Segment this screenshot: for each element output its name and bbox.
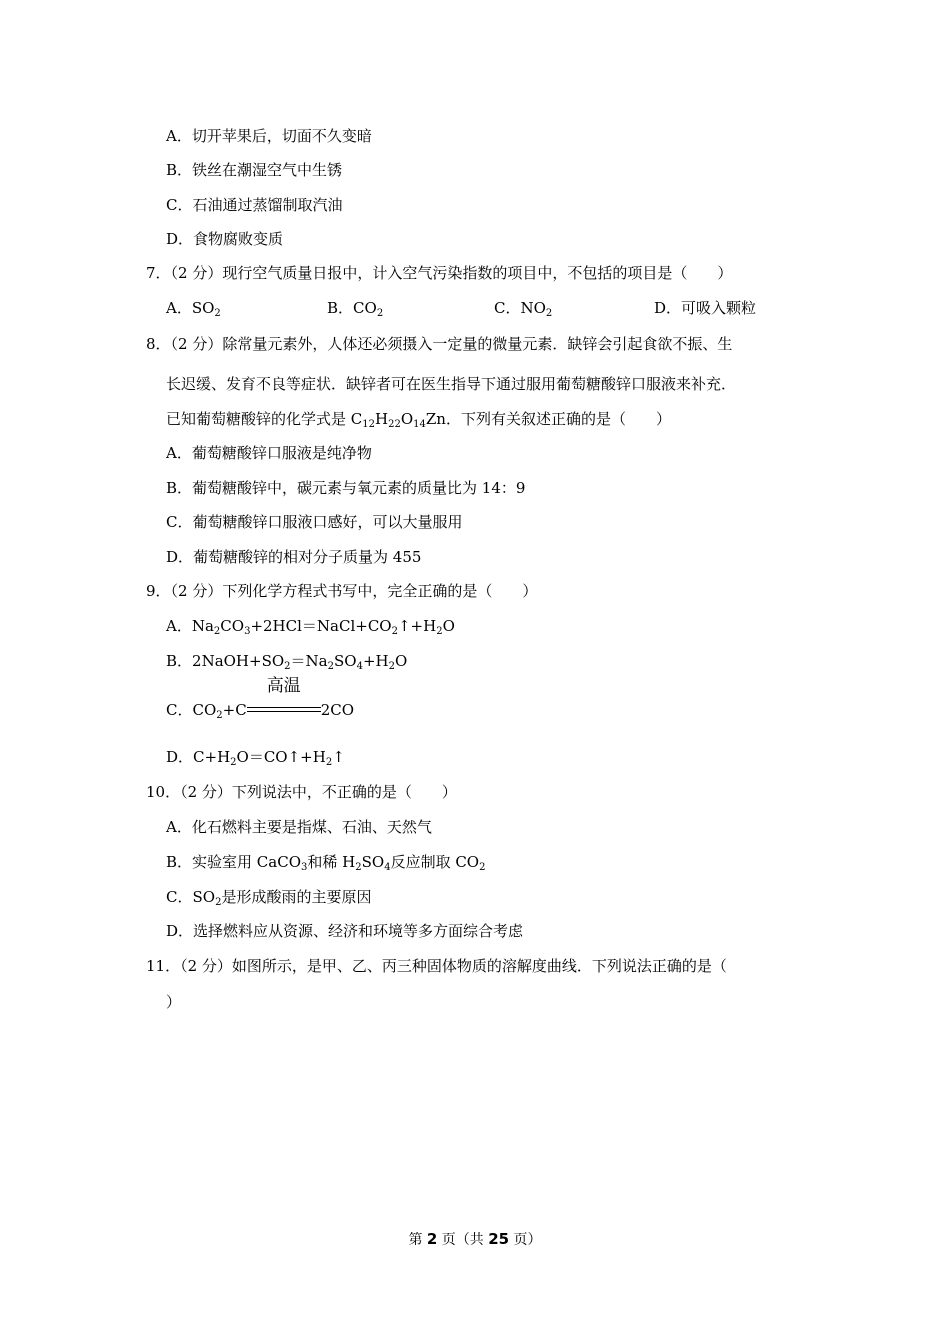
q8-stem-line3: 已知葡萄糖酸锌的化学式是 $C_{12}H_{22}O_{14}Zn$．下列有关叙述正确的是（ ） <box>166 410 671 430</box>
q6-option-c: C．石油通过蒸馏制取汽油 <box>166 196 343 214</box>
q8-option-b: B．葡萄糖酸锌中，碳元素与氧元素的质量比为 14：9 <box>166 479 526 497</box>
equals-bar-bottom <box>247 711 321 712</box>
q7-option-b: B．$CO_2$ <box>327 299 384 319</box>
reaction-condition-label: 高温 <box>266 676 301 696</box>
page-footer: 第 2 页（共 25 页） <box>408 1230 542 1248</box>
q11-stem-line1: 11．（2 分）如图所示，是甲、乙、丙三种固体物质的溶解度曲线．下列说法正确的是（ <box>146 957 727 975</box>
q10-option-b: B．实验室用 CaCO$_3$和稀 $H_2SO_4$反应制取 $CO_2$ <box>166 853 486 873</box>
q7-option-c: C．$NO_2$ <box>494 299 553 319</box>
q6-option-a: A．切开苹果后，切面不久变暗 <box>166 127 372 145</box>
q7-options <box>0 298 950 318</box>
q10-stem: 10．（2 分）下列说法中，不正确的是（ ） <box>146 783 457 801</box>
q10-option-c: C．$SO_2$是形成酸雨的主要原因 <box>166 888 372 908</box>
q9-stem: 9．（2 分）下列化学方程式书写中，完全正确的是（ ） <box>146 582 538 600</box>
q7-option-a: A．$SO_2$ <box>166 299 221 319</box>
q8-option-c: C．葡萄糖酸锌口服液口感好，可以大量服用 <box>166 513 463 531</box>
q10-option-a: A．化石燃料主要是指煤、石油、天然气 <box>166 818 432 836</box>
q9-option-c: C．$CO_2+C$ 高温 2CO <box>166 676 355 721</box>
q6-option-b: B．铁丝在潮湿空气中生锈 <box>166 161 343 179</box>
q8-option-a: A．葡萄糖酸锌口服液是纯净物 <box>166 444 372 462</box>
q7-option-d: D．可吸入颗粒 <box>654 299 757 317</box>
q8-stem-line1: 8．（2 分）除常量元素外，人体还必须摄入一定量的微量元素．缺锌会引起食欲不振、生 <box>146 335 733 353</box>
page-number: 2 <box>426 1230 438 1248</box>
q9-option-b: B．$2NaOH+SO_2=Na_2SO_4+H_2O$ <box>166 652 408 672</box>
q9-option-a: A．$Na_2CO_3+2HCl=NaCl+CO_2↑+H_2O$ <box>166 617 455 637</box>
q6-option-d: D．食物腐败变质 <box>166 230 284 248</box>
equals-bar-top <box>247 707 321 708</box>
q10-option-d: D．选择燃料应从资源、经济和环境等多方面综合考虑 <box>166 922 524 940</box>
q11-stem-line2: ） <box>166 993 182 1011</box>
reaction-condition <box>247 676 321 720</box>
q8-stem-line2: 长迟缓、发育不良等症状．缺锌者可在医生指导下通过服用葡萄糖酸锌口服液来补充． <box>166 375 737 393</box>
q8-option-d: D．葡萄糖酸锌的相对分子质量为 455 <box>166 548 422 566</box>
q7-stem: 7．（2 分）现行空气质量日报中，计入空气污染指数的项目中，不包括的项目是（ ） <box>146 264 733 282</box>
q9-option-d: D．$C+H_2O=CO↑+H_2↑$ <box>166 748 345 768</box>
page-total: 25 <box>488 1230 510 1248</box>
